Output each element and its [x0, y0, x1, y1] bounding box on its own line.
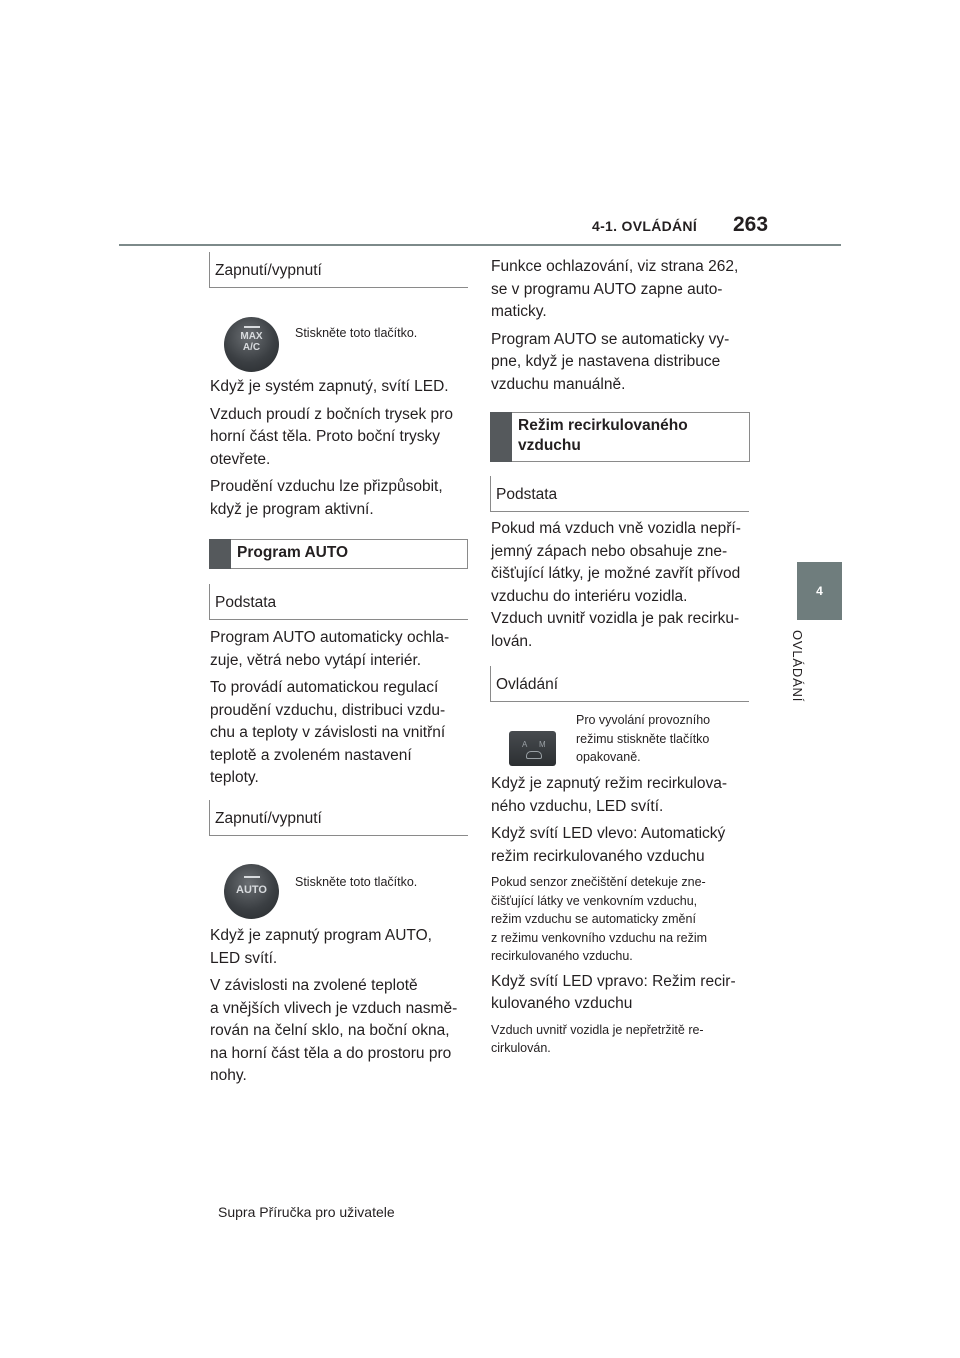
text-line: Program AUTO automaticky ochla- [210, 629, 450, 646]
paragraph-block [210, 975, 475, 1088]
text-line: vzduchu do interiéru vozidla. [491, 587, 688, 605]
text-line: Vzduch uvnitř vozidla je pak recirku- [491, 610, 740, 627]
subheading-on-off-2: Zapnutí/vypnutí [215, 810, 322, 827]
caption-line: režimu stiskněte tlačítko [576, 731, 710, 746]
paragraph-block [210, 627, 475, 672]
page-number: 263 [733, 213, 769, 236]
car-symbol-icon [526, 751, 542, 759]
text-line: nohy. [210, 1067, 247, 1084]
text-line: Když je zapnutý režim recirkulova- [491, 775, 728, 792]
text-line: čišťující látky, je možné zavřít přívod [491, 565, 741, 582]
heading-marker [490, 412, 512, 462]
text-line: proudění vzduchu, distribuci vzdu- [210, 701, 446, 719]
text-line: chu a teploty v závislosti na vnitřní [210, 724, 446, 741]
text-line: Program AUTO se automaticky vy- [491, 330, 730, 348]
button-caption [576, 711, 746, 767]
chapter-tab: 4 [797, 562, 842, 620]
paragraph [210, 925, 475, 1093]
max-ac-text-1: MAX [240, 331, 263, 342]
auto-button-icon [224, 864, 279, 919]
heading-recirculation [518, 416, 688, 456]
paragraph-block [491, 256, 756, 324]
paragraph-block [210, 677, 475, 790]
paragraph-block [491, 773, 756, 818]
text-line: se v programu AUTO zapne auto- [491, 280, 723, 298]
text-line: a vnějších vlivech je vzduch nasmě- [210, 999, 458, 1017]
text-line: Pokud má vzduch vně vozidla nepří- [491, 520, 741, 537]
caption-line: Pro vyvolání provozního [576, 713, 711, 727]
text-line: Pokud senzor znečištění detekuje zne- [491, 875, 706, 889]
text-line: rován na čelní sklo, na boční okna, [210, 1022, 450, 1039]
heading-program-auto: Program AUTO [237, 544, 349, 561]
text-line: maticky. [491, 303, 547, 320]
text-line: na horní část těla a do prostoru pro [210, 1044, 452, 1062]
recirc-label-m: M [539, 740, 546, 749]
led-bar [244, 326, 260, 328]
text-line: jemný zápach nebo obsahuje zne- [491, 542, 728, 560]
paragraph [210, 376, 475, 526]
button-caption: Stiskněte toto tlačítko. [295, 326, 418, 340]
text-line: Vzduch proudí z bočních trysek pro [210, 405, 453, 423]
led-bar [244, 876, 260, 878]
text-line: teplotě a zvoleném nastavení [210, 746, 412, 764]
heading-line: Režim recirkulovaného [518, 417, 688, 434]
subheading-rule [490, 701, 749, 702]
paragraph [491, 518, 756, 658]
subheading-podstata: Podstata [215, 594, 277, 611]
caption-line: opakovaně. [576, 750, 641, 764]
heading-line: vzduchu [518, 437, 581, 454]
paragraph [210, 627, 475, 795]
subheading-rule [209, 835, 468, 836]
paragraph-block [491, 971, 756, 1016]
subheading-rule [209, 287, 468, 288]
heading-marker [209, 539, 231, 569]
paragraph [491, 773, 756, 1063]
subheading-rule [490, 476, 491, 512]
paragraph-block [491, 518, 756, 653]
text-line: z režimu venkovního vzduchu na režim [491, 930, 708, 945]
subheading-podstata: Podstata [496, 486, 558, 503]
subheading-rule [490, 666, 491, 702]
text-line: pne, když je nastavena distribuce [491, 353, 721, 370]
paragraph-block [210, 476, 475, 521]
text-line: Vzduch uvnitř vozidla je nepřetržitě re- [491, 1022, 704, 1037]
text-line: teploty. [210, 769, 259, 786]
text-line: Když svítí LED vpravo: Režim recir- [491, 972, 736, 990]
paragraph-block [210, 925, 475, 970]
text-line: V závislosti na zvolené teplotě [210, 977, 418, 994]
max-ac-button-icon [224, 317, 279, 372]
subheading-rule [209, 800, 210, 836]
text-line: otevřete. [210, 450, 271, 468]
paragraph-block [210, 404, 475, 472]
auto-text: AUTO [236, 884, 267, 896]
subheading-rule [209, 252, 210, 288]
text-line: LED svítí. [210, 949, 278, 967]
recirc-label-a: A [522, 740, 528, 749]
text-line: režim recirkulovaného vzduchu [491, 847, 705, 865]
text-line: Když svítí LED vlevo: Automatický [491, 825, 726, 842]
paragraph-block [491, 873, 756, 966]
footer-title: Supra Příručka pro uživatele [218, 1204, 395, 1220]
text-line: ného vzduchu, LED svítí. [491, 797, 664, 815]
text-line: lován. [491, 632, 533, 650]
text-line: čišťující látky ve venkovním vzduchu, [491, 893, 698, 908]
subheading-rule [490, 511, 749, 512]
chapter-label [781, 630, 811, 750]
text-line: když je program aktivní. [210, 500, 374, 518]
text-line: Když je zapnutý program AUTO, [210, 927, 432, 944]
header-divider [119, 244, 841, 246]
paragraph-block [491, 329, 756, 397]
chapter-label-text: OVLÁDÁNÍ [790, 630, 805, 703]
text-line: recirkulovaného vzduchu. [491, 949, 633, 963]
text-line: To provádí automatickou regulací [210, 679, 439, 696]
text-line: režim vzduchu se automaticky změní [491, 912, 696, 926]
subheading-rule [209, 584, 210, 620]
max-ac-text-2: A/C [242, 342, 261, 353]
text-line: zuje, větrá nebo vytápí interiér. [210, 651, 422, 669]
subheading-on-off-1: Zapnutí/vypnutí [215, 262, 322, 279]
subheading-rule [209, 619, 468, 620]
subheading-ovladani: Ovládání [496, 676, 559, 693]
text-line: horní část těla. Proto boční trysky [210, 428, 441, 445]
section-title: 4-1. OVLÁDÁNÍ [592, 218, 698, 234]
text-line: vzduchu manuálně. [491, 375, 626, 393]
text-line: Proudění vzduchu lze přizpůsobit, [210, 478, 443, 495]
text-line: Funkce ochlazování, viz strana 262, [491, 258, 739, 275]
text-line: kulovaného vzduchu [491, 995, 633, 1012]
paragraph-block [491, 823, 756, 868]
recirculation-button-icon [509, 731, 556, 766]
paragraph-block [491, 1021, 756, 1058]
text-line: cirkulován. [491, 1041, 551, 1055]
paragraph [491, 256, 756, 401]
button-caption: Stiskněte toto tlačítko. [295, 875, 418, 889]
text-line: Když je systém zapnutý, svítí LED. [210, 378, 449, 395]
